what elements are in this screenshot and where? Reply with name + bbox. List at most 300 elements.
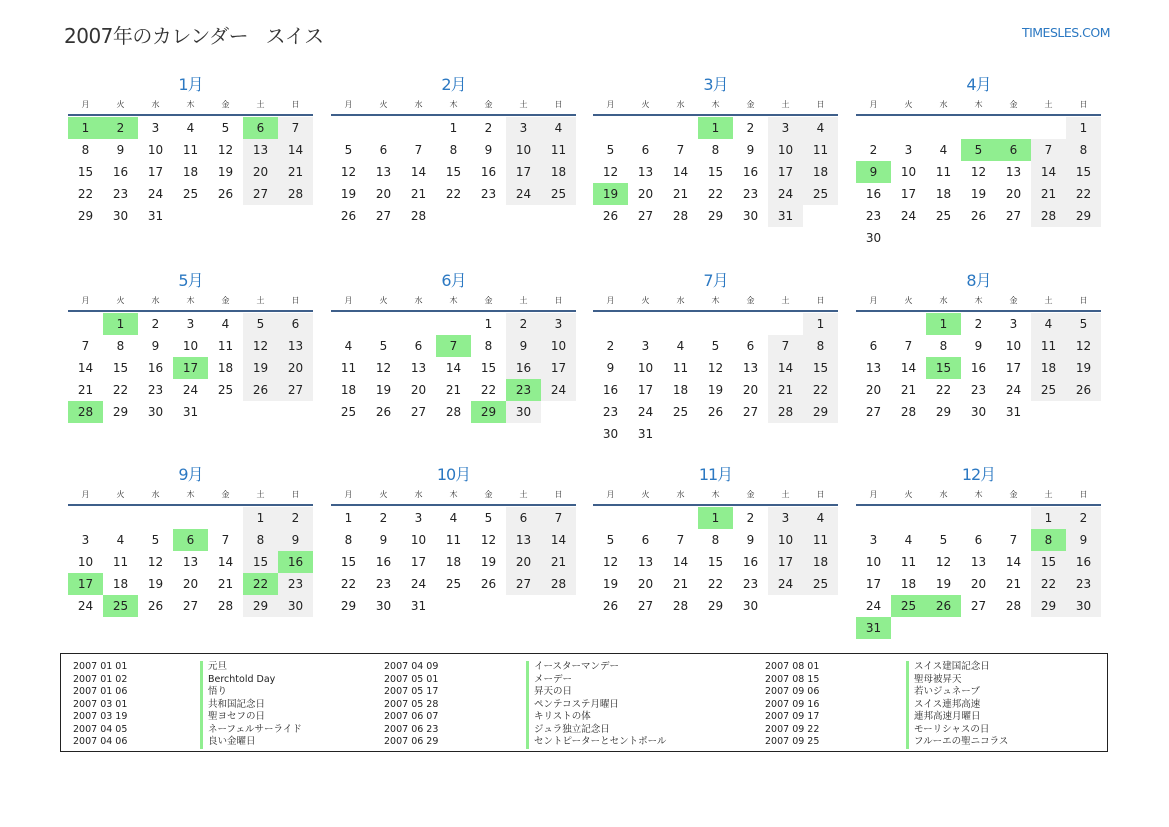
day-cell: 31 xyxy=(410,599,427,613)
day-cell: 25 xyxy=(340,405,357,419)
empty-cell xyxy=(926,507,961,529)
day-cell: 1 xyxy=(243,507,278,529)
holiday-date: 2007 04 06 xyxy=(73,736,128,747)
day-cell: 22 xyxy=(112,383,129,397)
day-cell: 8 xyxy=(116,339,125,353)
day-cell: 24 xyxy=(900,209,917,223)
day-cell: 21 xyxy=(541,551,576,573)
day-cell: 28 xyxy=(541,573,576,595)
day-cell: 7 xyxy=(1009,533,1018,547)
weekday-label: 金 xyxy=(1009,296,1018,305)
day-cell: 4 xyxy=(1031,313,1066,335)
day-cell: 8 xyxy=(81,143,90,157)
day-cell: 2 xyxy=(484,121,493,135)
holiday-day: 17 xyxy=(68,573,103,595)
holiday-day: 23 xyxy=(506,379,541,401)
weekday-label: 日 xyxy=(554,296,563,305)
day-cell: 12 xyxy=(340,165,357,179)
day-cell: 19 xyxy=(970,187,987,201)
weekday-label: 水 xyxy=(414,100,423,109)
day-cell: 18 xyxy=(541,161,576,183)
day-cell: 2 xyxy=(746,511,755,525)
day-cell: 31 xyxy=(147,209,164,223)
day-cell: 23 xyxy=(742,187,759,201)
day-cell: 26 xyxy=(602,599,619,613)
day-cell: 20 xyxy=(243,161,278,183)
holiday-date: 2007 01 01 xyxy=(73,661,128,672)
day-cell: 18 xyxy=(340,383,357,397)
day-cell: 4 xyxy=(676,339,685,353)
month-name: 10月 xyxy=(436,465,471,484)
empty-cell xyxy=(366,313,401,335)
weekday-label: 金 xyxy=(1009,490,1018,499)
day-cell: 14 xyxy=(410,165,427,179)
holiday-name: セントピーターとセントポール xyxy=(526,736,666,749)
weekday-label: 木 xyxy=(974,100,983,109)
holiday-day: 1 xyxy=(103,313,138,335)
day-cell: 21 xyxy=(672,577,689,591)
day-cell: 15 xyxy=(480,361,497,375)
weekday-label: 水 xyxy=(939,490,948,499)
empty-cell xyxy=(593,507,628,529)
day-cell: 16 xyxy=(147,361,164,375)
day-cell: 12 xyxy=(935,555,952,569)
day-cell: 30 xyxy=(278,595,313,617)
day-cell: 29 xyxy=(112,405,129,419)
weekday-label: 水 xyxy=(414,490,423,499)
day-cell: 22 xyxy=(77,187,94,201)
day-cell: 24 xyxy=(768,573,803,595)
weekday-label: 月 xyxy=(81,296,90,305)
weekday-label: 月 xyxy=(606,100,615,109)
day-cell: 2 xyxy=(151,317,160,331)
day-cell: 29 xyxy=(935,405,952,419)
day-cell: 3 xyxy=(904,143,913,157)
month-block xyxy=(68,464,313,617)
weekday-label: 水 xyxy=(676,490,685,499)
day-cell: 22 xyxy=(1066,183,1101,205)
month-name: 9月 xyxy=(178,465,203,484)
day-cell: 17 xyxy=(1005,361,1022,375)
empty-cell xyxy=(593,313,628,335)
day-cell: 7 xyxy=(676,143,685,157)
weekday-label: 日 xyxy=(291,296,300,305)
day-cell: 21 xyxy=(1031,183,1066,205)
day-cell: 27 xyxy=(865,405,882,419)
holiday-name: モーリシャスの日 xyxy=(906,724,989,737)
day-cell: 5 xyxy=(379,339,388,353)
day-cell: 24 xyxy=(1005,383,1022,397)
day-cell: 9 xyxy=(746,533,755,547)
empty-cell xyxy=(173,507,208,529)
weekday-label: 土 xyxy=(519,296,528,305)
day-cell: 15 xyxy=(112,361,129,375)
day-cell: 12 xyxy=(243,335,278,357)
day-cell: 16 xyxy=(742,165,759,179)
day-cell: 5 xyxy=(221,121,230,135)
day-cell: 10 xyxy=(182,339,199,353)
weekday-label: 水 xyxy=(676,296,685,305)
day-cell: 14 xyxy=(1031,161,1066,183)
holiday-name: 元旦 xyxy=(200,661,227,674)
day-cell: 30 xyxy=(375,599,392,613)
day-cell: 18 xyxy=(112,577,129,591)
day-grid xyxy=(331,313,576,423)
day-cell: 13 xyxy=(278,335,313,357)
day-cell: 23 xyxy=(1066,573,1101,595)
day-cell: 16 xyxy=(970,361,987,375)
day-cell: 3 xyxy=(768,117,803,139)
day-cell: 28 xyxy=(410,209,427,223)
day-cell: 2 xyxy=(1066,507,1101,529)
day-cell: 8 xyxy=(344,533,353,547)
day-cell: 22 xyxy=(707,577,724,591)
day-grid xyxy=(856,313,1101,423)
holiday-day: 15 xyxy=(926,357,961,379)
day-cell: 26 xyxy=(602,209,619,223)
day-cell: 19 xyxy=(375,383,392,397)
weekday-label: 木 xyxy=(449,100,458,109)
day-cell: 14 xyxy=(900,361,917,375)
weekday-label: 火 xyxy=(904,100,913,109)
day-cell: 21 xyxy=(1005,577,1022,591)
day-cell: 20 xyxy=(865,383,882,397)
weekday-label: 土 xyxy=(256,490,265,499)
day-cell: 7 xyxy=(541,507,576,529)
month-block xyxy=(68,74,313,227)
day-cell: 14 xyxy=(541,529,576,551)
day-cell: 18 xyxy=(900,577,917,591)
month-name: 7月 xyxy=(703,271,728,290)
day-cell: 25 xyxy=(541,183,576,205)
weekday-label: 水 xyxy=(939,100,948,109)
day-cell: 7 xyxy=(221,533,230,547)
day-cell: 26 xyxy=(243,379,278,401)
day-cell: 2 xyxy=(506,313,541,335)
weekday-label: 土 xyxy=(781,100,790,109)
weekday-label: 土 xyxy=(781,490,790,499)
holiday-day: 1 xyxy=(698,117,733,139)
weekday-label: 水 xyxy=(414,296,423,305)
day-cell: 22 xyxy=(1031,573,1066,595)
day-cell: 28 xyxy=(445,405,462,419)
holiday-list xyxy=(60,653,1108,752)
holiday-day: 6 xyxy=(996,139,1031,161)
day-cell: 16 xyxy=(865,187,882,201)
day-cell: 25 xyxy=(803,573,838,595)
day-cell: 24 xyxy=(637,405,654,419)
day-cell: 4 xyxy=(541,117,576,139)
day-cell: 14 xyxy=(768,357,803,379)
day-cell: 13 xyxy=(637,165,654,179)
day-cell: 11 xyxy=(217,339,234,353)
holiday-day: 7 xyxy=(436,335,471,357)
day-cell: 8 xyxy=(1066,139,1101,161)
empty-cell xyxy=(891,117,926,139)
holiday-date: 2007 08 15 xyxy=(765,673,820,685)
day-cell: 10 xyxy=(768,139,803,161)
header-rule xyxy=(331,504,576,506)
day-cell: 17 xyxy=(768,161,803,183)
holiday-name: 聖母被昇天 xyxy=(906,674,962,687)
empty-cell xyxy=(68,313,103,335)
day-cell: 23 xyxy=(147,383,164,397)
day-cell: 10 xyxy=(1005,339,1022,353)
day-cell: 31 xyxy=(1005,405,1022,419)
day-cell: 11 xyxy=(541,139,576,161)
day-cell: 20 xyxy=(637,577,654,591)
day-cell: 30 xyxy=(1066,595,1101,617)
weekday-label: 木 xyxy=(186,490,195,499)
day-cell: 30 xyxy=(865,231,882,245)
weekday-label: 火 xyxy=(641,100,650,109)
month-block xyxy=(331,270,576,423)
day-cell: 25 xyxy=(672,405,689,419)
weekday-label: 水 xyxy=(151,296,160,305)
holiday-day: 6 xyxy=(173,529,208,551)
day-grid xyxy=(68,117,313,227)
holiday-date: 2007 09 16 xyxy=(765,698,820,710)
day-cell: 12 xyxy=(1066,335,1101,357)
day-cell: 25 xyxy=(445,577,462,591)
day-cell: 4 xyxy=(904,533,913,547)
day-cell: 10 xyxy=(506,139,541,161)
weekday-label: 日 xyxy=(816,296,825,305)
day-cell: 15 xyxy=(1031,551,1066,573)
day-cell: 12 xyxy=(707,361,724,375)
empty-cell xyxy=(768,313,803,335)
day-cell: 3 xyxy=(641,339,650,353)
day-cell: 6 xyxy=(379,143,388,157)
day-cell: 26 xyxy=(707,405,724,419)
month-block xyxy=(593,270,838,445)
day-cell: 4 xyxy=(803,507,838,529)
day-cell: 11 xyxy=(112,555,129,569)
day-cell: 31 xyxy=(768,205,803,227)
holiday-day: 6 xyxy=(243,117,278,139)
day-cell: 26 xyxy=(970,209,987,223)
weekday-label: 月 xyxy=(869,296,878,305)
day-cell: 18 xyxy=(217,361,234,375)
day-cell: 2 xyxy=(974,317,983,331)
day-cell: 20 xyxy=(182,577,199,591)
day-cell: 5 xyxy=(151,533,160,547)
day-cell: 27 xyxy=(182,599,199,613)
day-cell: 12 xyxy=(970,165,987,179)
header-rule xyxy=(856,114,1101,116)
day-cell: 15 xyxy=(445,165,462,179)
empty-cell xyxy=(401,117,436,139)
weekday-header xyxy=(593,488,838,502)
day-cell: 14 xyxy=(77,361,94,375)
weekday-label: 月 xyxy=(81,100,90,109)
holiday-date: 2007 06 07 xyxy=(384,711,439,722)
weekday-label: 水 xyxy=(151,490,160,499)
day-cell: 9 xyxy=(151,339,160,353)
holiday-day: 1 xyxy=(698,507,733,529)
day-grid xyxy=(593,507,838,617)
holiday-date: 2007 06 23 xyxy=(384,723,439,735)
day-cell: 8 xyxy=(803,335,838,357)
day-cell: 14 xyxy=(672,165,689,179)
day-cell: 26 xyxy=(375,405,392,419)
holiday-date: 2007 01 02 xyxy=(73,673,128,685)
weekday-label: 月 xyxy=(81,490,90,499)
holiday-date: 2007 03 19 xyxy=(73,711,128,722)
weekday-label: 火 xyxy=(641,296,650,305)
day-cell: 3 xyxy=(414,511,423,525)
weekday-label: 土 xyxy=(1044,296,1053,305)
holiday-date: 2007 04 05 xyxy=(73,723,128,735)
holiday-name: キリストの体 xyxy=(526,711,591,724)
day-cell: 20 xyxy=(410,383,427,397)
day-cell: 26 xyxy=(1066,379,1101,401)
weekday-label: 日 xyxy=(1079,100,1088,109)
day-cell: 16 xyxy=(506,357,541,379)
day-cell: 23 xyxy=(480,187,497,201)
holiday-name: 聖ヨセフの日 xyxy=(200,711,265,724)
day-cell: 16 xyxy=(602,383,619,397)
day-cell: 3 xyxy=(1009,317,1018,331)
day-cell: 5 xyxy=(344,143,353,157)
day-cell: 3 xyxy=(81,533,90,547)
site-link[interactable]: TIMESLES.COM xyxy=(1021,25,1110,40)
weekday-label: 金 xyxy=(484,100,493,109)
empty-cell xyxy=(996,117,1031,139)
day-cell: 16 xyxy=(375,555,392,569)
empty-cell xyxy=(698,313,733,335)
weekday-label: 火 xyxy=(904,490,913,499)
day-cell: 28 xyxy=(768,401,803,423)
day-cell: 31 xyxy=(637,427,654,441)
day-cell: 23 xyxy=(970,383,987,397)
header-rule xyxy=(68,504,313,506)
day-cell: 5 xyxy=(711,339,720,353)
month-name: 12月 xyxy=(961,465,996,484)
weekday-header xyxy=(68,488,313,502)
day-cell: 5 xyxy=(1066,313,1101,335)
holiday-name: メーデー xyxy=(526,674,572,687)
day-cell: 29 xyxy=(803,401,838,423)
empty-cell xyxy=(593,117,628,139)
header-rule xyxy=(68,310,313,312)
day-cell: 7 xyxy=(81,339,90,353)
weekday-label: 日 xyxy=(554,100,563,109)
day-grid xyxy=(68,313,313,423)
weekday-label: 月 xyxy=(344,490,353,499)
month-block xyxy=(593,74,838,227)
day-cell: 7 xyxy=(278,117,313,139)
day-grid xyxy=(856,117,1101,249)
month-block xyxy=(856,74,1101,249)
day-cell: 16 xyxy=(1066,551,1101,573)
weekday-label: 木 xyxy=(974,296,983,305)
weekday-header xyxy=(856,294,1101,308)
holiday-name: 悟り xyxy=(200,686,227,699)
weekday-label: 日 xyxy=(554,490,563,499)
day-cell: 10 xyxy=(410,533,427,547)
day-cell: 23 xyxy=(602,405,619,419)
month-name: 1月 xyxy=(178,75,203,94)
holiday-date: 2007 04 09 xyxy=(384,661,439,672)
empty-cell xyxy=(331,313,366,335)
weekday-label: 金 xyxy=(484,490,493,499)
day-cell: 15 xyxy=(243,551,278,573)
weekday-label: 水 xyxy=(151,100,160,109)
day-cell: 12 xyxy=(602,555,619,569)
holiday-day: 26 xyxy=(926,595,961,617)
empty-cell xyxy=(856,313,891,335)
empty-cell xyxy=(891,507,926,529)
weekday-label: 土 xyxy=(519,100,528,109)
weekday-label: 土 xyxy=(519,490,528,499)
weekday-label: 木 xyxy=(974,490,983,499)
day-cell: 19 xyxy=(602,577,619,591)
day-cell: 7 xyxy=(904,339,913,353)
weekday-label: 水 xyxy=(939,296,948,305)
header-rule xyxy=(593,310,838,312)
day-cell: 27 xyxy=(410,405,427,419)
empty-cell xyxy=(628,507,663,529)
weekday-header xyxy=(331,294,576,308)
day-cell: 17 xyxy=(865,577,882,591)
day-cell: 20 xyxy=(506,551,541,573)
month-name: 11月 xyxy=(698,465,733,484)
day-cell: 10 xyxy=(147,143,164,157)
empty-cell xyxy=(628,313,663,335)
day-cell: 11 xyxy=(445,533,462,547)
day-cell: 17 xyxy=(410,555,427,569)
day-cell: 1 xyxy=(1066,117,1101,139)
holiday-day: 2 xyxy=(103,117,138,139)
day-cell: 29 xyxy=(340,599,357,613)
day-cell: 20 xyxy=(278,357,313,379)
holiday-name: イースターマンデー xyxy=(526,661,619,674)
day-cell: 17 xyxy=(768,551,803,573)
weekday-label: 月 xyxy=(344,100,353,109)
day-cell: 4 xyxy=(344,339,353,353)
day-cell: 3 xyxy=(541,313,576,335)
day-cell: 15 xyxy=(340,555,357,569)
day-cell: 18 xyxy=(1031,357,1066,379)
day-cell: 9 xyxy=(606,361,615,375)
weekday-label: 金 xyxy=(221,490,230,499)
day-cell: 17 xyxy=(506,161,541,183)
holiday-date: 2007 05 01 xyxy=(384,673,439,685)
day-cell: 24 xyxy=(410,577,427,591)
empty-cell xyxy=(366,117,401,139)
weekday-label: 金 xyxy=(746,296,755,305)
day-cell: 28 xyxy=(1005,599,1022,613)
day-cell: 12 xyxy=(602,165,619,179)
weekday-header xyxy=(593,294,838,308)
day-cell: 11 xyxy=(182,143,199,157)
day-cell: 13 xyxy=(375,165,392,179)
empty-cell xyxy=(663,117,698,139)
day-cell: 6 xyxy=(746,339,755,353)
day-cell: 28 xyxy=(1031,205,1066,227)
day-cell: 13 xyxy=(970,555,987,569)
day-cell: 1 xyxy=(803,313,838,335)
day-cell: 22 xyxy=(935,383,952,397)
day-cell: 14 xyxy=(217,555,234,569)
day-cell: 22 xyxy=(803,379,838,401)
day-cell: 22 xyxy=(340,577,357,591)
holiday-name: 共和国記念日 xyxy=(200,699,265,712)
weekday-header xyxy=(68,98,313,112)
day-cell: 11 xyxy=(935,165,952,179)
day-cell: 20 xyxy=(742,383,759,397)
